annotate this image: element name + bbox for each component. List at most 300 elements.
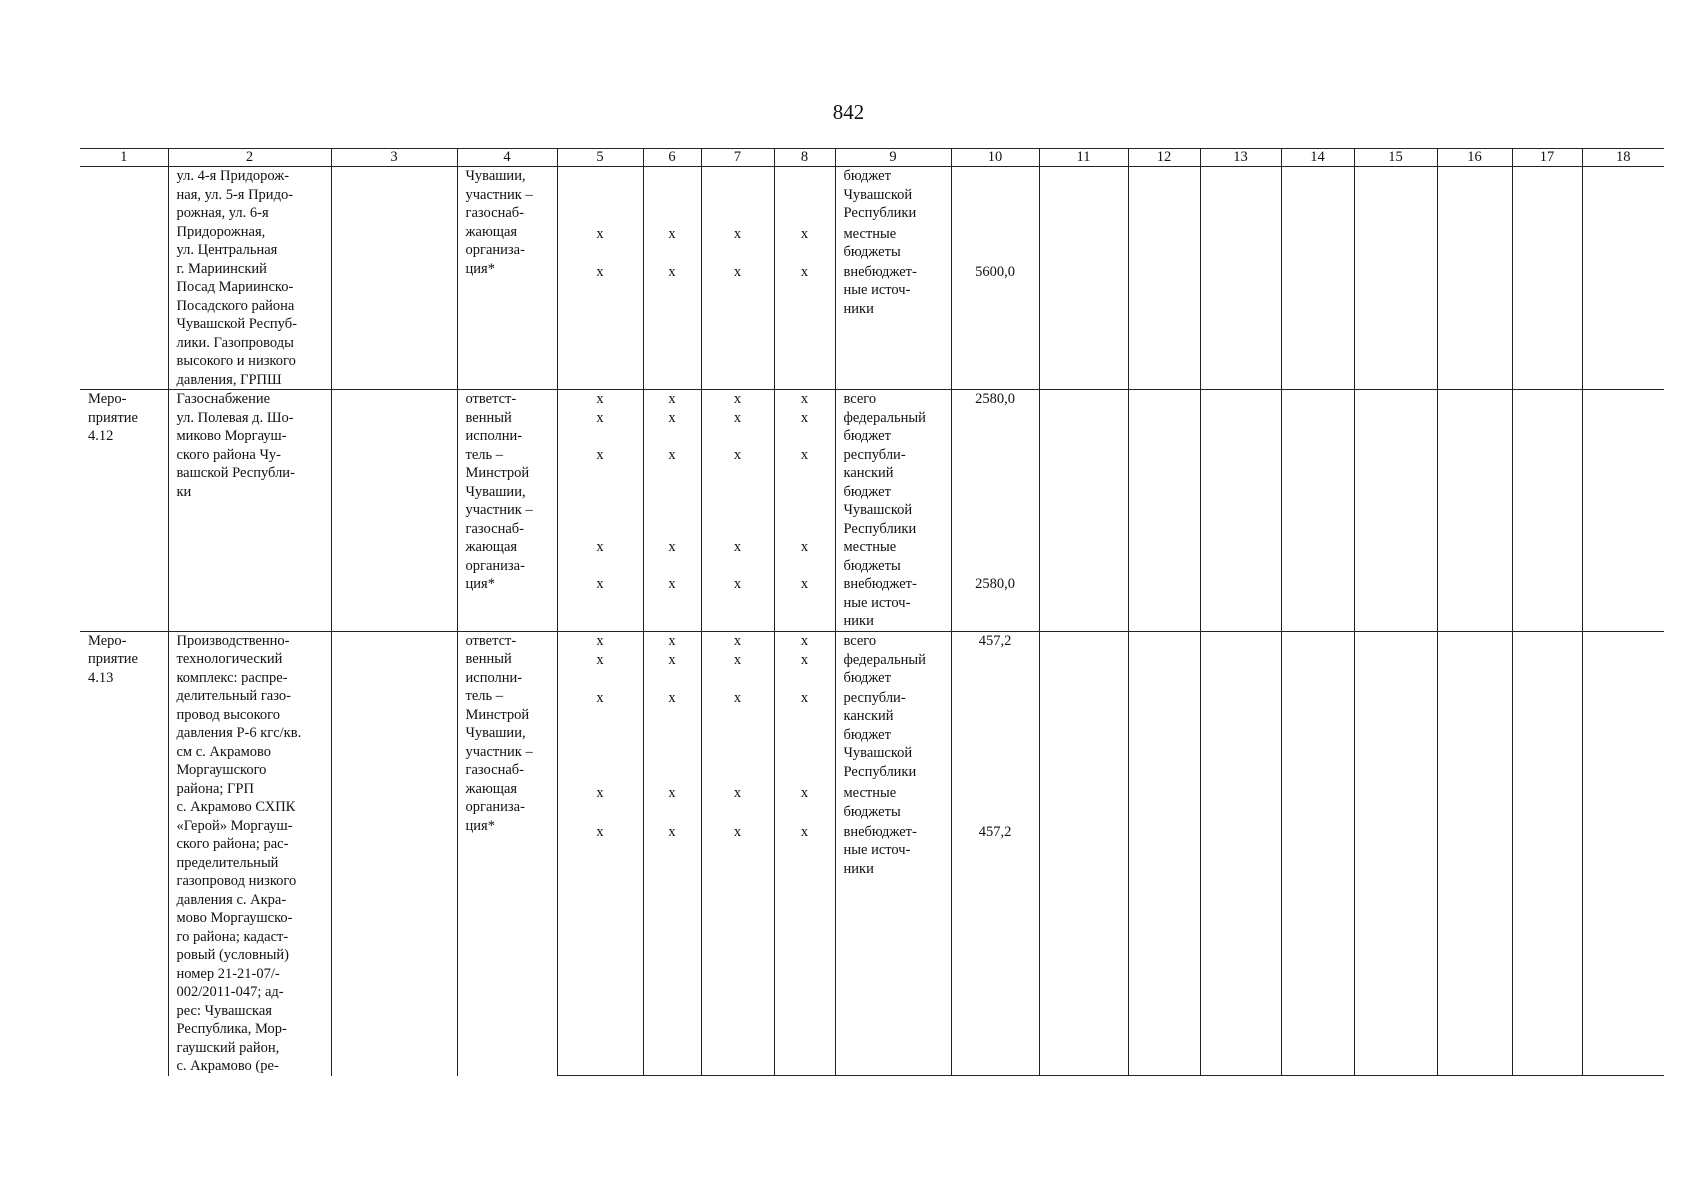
x-mark-cell: х xyxy=(701,263,774,390)
measure-name-line: высокого и низкого xyxy=(176,353,296,369)
funding-source-line: внебюджет- xyxy=(843,576,917,592)
funding-source-line: местные xyxy=(843,539,897,555)
col3-cell xyxy=(331,631,457,1076)
empty-year-cell xyxy=(1128,538,1200,575)
empty-year-cell xyxy=(1582,575,1664,631)
funding-source-line: федеральный xyxy=(843,651,926,668)
column-header-2: 2 xyxy=(168,149,331,167)
empty-year-cell xyxy=(1354,446,1437,539)
empty-year-cell xyxy=(1354,823,1437,1076)
funding-source-cell xyxy=(835,409,951,446)
empty-year-cell xyxy=(1039,784,1128,822)
executor-line: ция* xyxy=(465,817,495,834)
measure-name-line: района; ГРП xyxy=(176,780,254,797)
measure-name-line: г. Мариинский xyxy=(176,260,267,277)
amount-cell: 457,2 xyxy=(951,823,1039,1076)
empty-year-cell xyxy=(1582,390,1664,409)
funding-source-line: бюджет xyxy=(843,670,891,687)
column-header-6: 6 xyxy=(643,149,701,167)
amount-cell: 2580,0 xyxy=(951,575,1039,631)
amount-cell: 2580,0 xyxy=(951,390,1039,409)
empty-year-cell xyxy=(1200,651,1281,689)
measure-name-line: вашской Республи- xyxy=(176,465,295,481)
empty-year-cell xyxy=(1512,631,1582,651)
table-row xyxy=(80,390,1664,409)
measure-name-line: рожная, ул. 6-я xyxy=(176,205,269,221)
x-mark-cell: х xyxy=(643,263,701,390)
x-mark-cell xyxy=(557,167,643,225)
empty-year-cell xyxy=(1039,446,1128,539)
empty-year-cell xyxy=(1200,823,1281,1076)
empty-year-cell xyxy=(1281,390,1354,409)
x-mark-cell: х xyxy=(557,538,643,575)
empty-year-cell xyxy=(1512,823,1582,1076)
x-mark-cell: х xyxy=(774,631,835,651)
measure-name-line: провод высокого xyxy=(176,706,281,723)
empty-year-cell xyxy=(1281,823,1354,1076)
empty-year-cell xyxy=(1582,446,1664,539)
x-mark-cell: х xyxy=(701,538,774,575)
empty-year-cell xyxy=(1128,631,1200,651)
empty-year-cell xyxy=(1128,263,1200,390)
empty-year-cell xyxy=(1437,631,1512,651)
measure-name-line: миково Моргауш- xyxy=(176,428,287,444)
empty-year-cell xyxy=(1039,390,1128,409)
executor-line: Минстрой xyxy=(465,706,530,723)
funding-source-line: ники xyxy=(843,613,874,629)
x-mark-cell: х xyxy=(557,784,643,822)
measure-name-line: комплекс: распре- xyxy=(176,669,288,686)
empty-year-cell xyxy=(1582,409,1664,446)
x-mark-cell: х xyxy=(557,823,643,1076)
empty-year-cell xyxy=(1437,225,1512,263)
x-mark-cell: х xyxy=(557,225,643,263)
x-mark-cell: х xyxy=(701,446,774,539)
funding-source-line: ники xyxy=(843,860,874,877)
measure-name-line: Моргаушского xyxy=(176,762,267,778)
empty-year-cell xyxy=(1354,225,1437,263)
column-header-7: 7 xyxy=(701,149,774,167)
measure-name-line: с. Акрамово СХПК xyxy=(176,799,296,815)
measure-name-line: пределительный xyxy=(176,854,279,871)
empty-year-cell xyxy=(1354,167,1437,225)
empty-year-cell xyxy=(1512,651,1582,689)
measure-name-line: ки xyxy=(176,483,192,500)
empty-year-cell xyxy=(1437,390,1512,409)
funding-source-line: ные источ- xyxy=(843,282,911,299)
measure-name-line: ул. 4-я Придорож- xyxy=(176,168,290,184)
empty-year-cell xyxy=(1039,631,1128,651)
x-mark-cell: х xyxy=(701,823,774,1076)
x-mark-cell: х xyxy=(643,575,701,631)
empty-year-cell xyxy=(1039,575,1128,631)
empty-year-cell xyxy=(1582,689,1664,785)
x-mark-cell: х xyxy=(557,390,643,409)
empty-year-cell xyxy=(1437,689,1512,785)
measure-name-line: номер 21-21-07/- xyxy=(176,965,280,982)
empty-year-cell xyxy=(1437,651,1512,689)
funding-source-cell xyxy=(835,689,951,785)
column-header-14: 14 xyxy=(1281,149,1354,167)
measure-label-line: 4.13 xyxy=(88,669,114,686)
x-mark-cell: х xyxy=(557,263,643,390)
empty-year-cell xyxy=(1582,631,1664,651)
measure-name-line: Газоснабжение xyxy=(176,391,271,407)
x-mark-cell: х xyxy=(557,446,643,539)
executor-line: участник – xyxy=(465,502,533,518)
x-mark-cell: х xyxy=(774,538,835,575)
empty-year-cell xyxy=(1512,689,1582,785)
funding-source-cell xyxy=(835,651,951,689)
empty-year-cell xyxy=(1200,784,1281,822)
measure-name-line: 002/2011-047; ад- xyxy=(176,984,284,1000)
x-mark-cell: х xyxy=(701,689,774,785)
column-header-4: 4 xyxy=(457,149,557,167)
funding-source-line: ники xyxy=(843,300,874,317)
measure-name-line: ского района Чу- xyxy=(176,446,281,463)
x-mark-cell: х xyxy=(643,823,701,1076)
empty-year-cell xyxy=(1354,651,1437,689)
funding-source-line: бюджеты xyxy=(843,557,901,574)
measure-name-line: делительный газо- xyxy=(176,688,291,704)
funding-source-line: местные xyxy=(843,225,897,242)
measure-name-line: ная, ул. 5-я Придо- xyxy=(176,186,294,203)
table-body xyxy=(80,167,1664,1076)
executor-line: венный xyxy=(465,409,512,426)
x-mark-cell: х xyxy=(557,575,643,631)
column-header-5: 5 xyxy=(557,149,643,167)
x-mark-cell: х xyxy=(643,631,701,651)
empty-year-cell xyxy=(1582,784,1664,822)
empty-year-cell xyxy=(1200,575,1281,631)
empty-year-cell xyxy=(1200,631,1281,651)
empty-year-cell xyxy=(1354,538,1437,575)
empty-year-cell xyxy=(1128,225,1200,263)
empty-year-cell xyxy=(1281,784,1354,822)
column-header-1: 1 xyxy=(80,149,168,167)
x-mark-cell: х xyxy=(774,575,835,631)
empty-year-cell xyxy=(1281,538,1354,575)
empty-year-cell xyxy=(1200,390,1281,409)
funding-source-line: Республики xyxy=(843,520,917,537)
x-mark-cell: х xyxy=(774,390,835,409)
page-number: 842 xyxy=(832,100,865,124)
measure-name-line: ровый (условный) xyxy=(176,947,289,963)
executor-line: организа- xyxy=(465,557,525,574)
amount-cell xyxy=(951,651,1039,689)
measure-name-line: давления с. Акра- xyxy=(176,891,287,908)
executor-line: газоснаб- xyxy=(465,205,524,221)
measure-name-line: газопровод низкого xyxy=(176,873,297,889)
funding-source-line: бюджет xyxy=(843,726,891,743)
empty-year-cell xyxy=(1039,538,1128,575)
empty-year-cell xyxy=(1437,167,1512,225)
amount-cell xyxy=(951,689,1039,785)
measure-name-line: гаушский район, xyxy=(176,1039,280,1056)
measure-name-line: Республика, Мор- xyxy=(176,1021,287,1037)
column-header-12: 12 xyxy=(1128,149,1200,167)
funding-source-line: бюджет xyxy=(843,428,891,444)
executor-line: венный xyxy=(465,651,512,667)
measure-name-line: ул. Полевая д. Шо- xyxy=(176,409,294,426)
column-header-3: 3 xyxy=(331,149,457,167)
empty-year-cell xyxy=(1281,263,1354,390)
funding-source-cell xyxy=(835,575,951,631)
empty-year-cell xyxy=(1437,784,1512,822)
empty-year-cell xyxy=(1281,631,1354,651)
col3-cell xyxy=(331,390,457,632)
amount-cell: 5600,0 xyxy=(951,263,1039,390)
empty-year-cell xyxy=(1512,263,1582,390)
funding-source-line: местные xyxy=(843,785,897,802)
program-table xyxy=(80,148,1664,1076)
x-mark-cell: х xyxy=(643,651,701,689)
amount-cell xyxy=(951,538,1039,575)
measure-name-line: с. Акрамово (ре- xyxy=(176,1058,279,1074)
funding-source-line: Республики xyxy=(843,205,917,221)
measure-name-line: давления, ГРПШ xyxy=(176,371,282,388)
empty-year-cell xyxy=(1200,538,1281,575)
empty-year-cell xyxy=(1437,823,1512,1076)
executor-line: Минстрой xyxy=(465,465,530,481)
measure-name-line: рес: Чувашская xyxy=(176,1002,272,1019)
empty-year-cell xyxy=(1039,167,1128,225)
x-mark-cell: х xyxy=(643,784,701,822)
funding-source-cell xyxy=(835,631,951,651)
empty-year-cell xyxy=(1582,538,1664,575)
funding-source-line: всего xyxy=(843,391,877,407)
executor-cell xyxy=(457,390,557,632)
executor-line: ответст- xyxy=(465,391,517,407)
empty-year-cell xyxy=(1128,784,1200,822)
column-header-17: 17 xyxy=(1512,149,1582,167)
measure-name-line: го района; кадаст- xyxy=(176,928,289,945)
column-number-row xyxy=(80,149,1664,167)
funding-source-line: бюджеты xyxy=(843,244,901,261)
x-mark-cell: х xyxy=(774,446,835,539)
x-mark-cell: х xyxy=(774,225,835,263)
x-mark-cell: х xyxy=(774,263,835,390)
measure-name-line: Посад Мариинско- xyxy=(176,279,294,295)
executor-line: ция* xyxy=(465,576,495,592)
x-mark-cell xyxy=(643,167,701,225)
executor-line: организа- xyxy=(465,242,525,258)
measure-label-cell xyxy=(80,390,168,632)
x-mark-cell: х xyxy=(643,446,701,539)
empty-year-cell xyxy=(1039,823,1128,1076)
x-mark-cell: х xyxy=(643,538,701,575)
empty-year-cell xyxy=(1582,167,1664,225)
empty-year-cell xyxy=(1200,225,1281,263)
empty-year-cell xyxy=(1128,446,1200,539)
empty-year-cell xyxy=(1354,784,1437,822)
measure-label-line: приятие xyxy=(88,409,138,426)
x-mark-cell: х xyxy=(701,631,774,651)
empty-year-cell xyxy=(1354,409,1437,446)
empty-year-cell xyxy=(1039,689,1128,785)
empty-year-cell xyxy=(1512,409,1582,446)
measure-label-line: Меро- xyxy=(88,391,127,407)
empty-year-cell xyxy=(1128,823,1200,1076)
funding-source-cell xyxy=(835,225,951,263)
column-header-8: 8 xyxy=(774,149,835,167)
executor-line: Чувашии, xyxy=(465,725,526,741)
measure-name-line: технологический xyxy=(176,651,283,667)
column-header-15: 15 xyxy=(1354,149,1437,167)
funding-source-line: канский xyxy=(843,708,894,725)
measure-label-line: приятие xyxy=(88,651,138,667)
executor-line: Чувашии, xyxy=(465,168,526,184)
x-mark-cell: х xyxy=(557,651,643,689)
x-mark-cell xyxy=(701,167,774,225)
measure-name-line: Производственно- xyxy=(176,632,290,649)
executor-line: Чувашии, xyxy=(465,483,526,500)
x-mark-cell: х xyxy=(774,409,835,446)
empty-year-cell xyxy=(1128,409,1200,446)
empty-year-cell xyxy=(1512,446,1582,539)
empty-year-cell xyxy=(1437,263,1512,390)
funding-source-line: всего xyxy=(843,632,877,649)
x-mark-cell: х xyxy=(643,390,701,409)
measure-name-line: см с. Акрамово xyxy=(176,743,272,760)
empty-year-cell xyxy=(1512,167,1582,225)
empty-year-cell xyxy=(1582,263,1664,390)
x-mark-cell: х xyxy=(774,823,835,1076)
funding-source-line: внебюджет- xyxy=(843,263,917,280)
table-row xyxy=(80,631,1664,651)
executor-line: исполни- xyxy=(465,428,523,444)
empty-year-cell xyxy=(1437,446,1512,539)
column-header-16: 16 xyxy=(1437,149,1512,167)
x-mark-cell: х xyxy=(774,651,835,689)
funding-source-line: ные источ- xyxy=(843,842,911,859)
empty-year-cell xyxy=(1039,651,1128,689)
amount-cell xyxy=(951,167,1039,225)
empty-year-cell xyxy=(1281,651,1354,689)
col3-cell xyxy=(331,167,457,390)
empty-year-cell xyxy=(1200,263,1281,390)
column-header-18: 18 xyxy=(1582,149,1664,167)
column-header-11: 11 xyxy=(1039,149,1128,167)
measure-name-line: Чувашской Респуб- xyxy=(176,316,297,332)
empty-year-cell xyxy=(1354,575,1437,631)
funding-source-cell xyxy=(835,823,951,1076)
x-mark-cell: х xyxy=(701,390,774,409)
measure-name-cell xyxy=(168,390,331,632)
funding-source-line: федеральный xyxy=(843,409,926,426)
measure-name-line: Придорожная, xyxy=(176,223,266,240)
measure-name-line: ского района; рас- xyxy=(176,836,289,852)
empty-year-cell xyxy=(1200,167,1281,225)
empty-year-cell xyxy=(1128,390,1200,409)
x-mark-cell: х xyxy=(557,409,643,446)
funding-source-cell xyxy=(835,167,951,225)
funding-source-line: внебюджет- xyxy=(843,823,917,840)
x-mark-cell: х xyxy=(701,225,774,263)
x-mark-cell: х xyxy=(774,784,835,822)
x-mark-cell: х xyxy=(701,651,774,689)
empty-year-cell xyxy=(1128,575,1200,631)
measure-name-line: давления Р-6 кгс/кв. xyxy=(176,725,302,741)
empty-year-cell xyxy=(1200,409,1281,446)
x-mark-cell: х xyxy=(643,225,701,263)
empty-year-cell xyxy=(1582,651,1664,689)
funding-source-line: ные источ- xyxy=(843,594,911,611)
empty-year-cell xyxy=(1582,823,1664,1076)
executor-line: тель – xyxy=(465,688,503,704)
funding-source-cell xyxy=(835,263,951,390)
measure-label-line: 4.12 xyxy=(88,428,114,444)
empty-year-cell xyxy=(1512,784,1582,822)
funding-source-line: Чувашской xyxy=(843,745,913,762)
empty-year-cell xyxy=(1512,390,1582,409)
empty-year-cell xyxy=(1512,575,1582,631)
empty-year-cell xyxy=(1039,409,1128,446)
empty-year-cell xyxy=(1281,446,1354,539)
measure-label-cell xyxy=(80,167,168,390)
executor-line: газоснаб- xyxy=(465,520,524,537)
measure-name-line: мово Моргаушско- xyxy=(176,910,293,926)
executor-line: жающая xyxy=(465,223,518,240)
funding-source-line: бюджеты xyxy=(843,803,901,820)
empty-year-cell xyxy=(1200,446,1281,539)
measure-name-line: «Герой» Моргауш- xyxy=(176,817,293,834)
column-header-13: 13 xyxy=(1200,149,1281,167)
empty-year-cell xyxy=(1281,689,1354,785)
amount-cell xyxy=(951,225,1039,263)
empty-year-cell xyxy=(1128,689,1200,785)
x-mark-cell: х xyxy=(774,689,835,785)
x-mark-cell: х xyxy=(643,689,701,785)
funding-source-cell xyxy=(835,784,951,822)
empty-year-cell xyxy=(1512,538,1582,575)
amount-cell xyxy=(951,446,1039,539)
empty-year-cell xyxy=(1281,409,1354,446)
empty-year-cell xyxy=(1354,263,1437,390)
funding-source-line: бюджет xyxy=(843,168,891,184)
executor-line: исполни- xyxy=(465,669,523,686)
measure-label-cell xyxy=(80,631,168,1076)
table-row xyxy=(80,167,1664,225)
executor-line: тель – xyxy=(465,446,503,463)
executor-line: организа- xyxy=(465,799,525,815)
funding-source-cell xyxy=(835,390,951,409)
funding-source-cell xyxy=(835,446,951,539)
executor-line: газоснаб- xyxy=(465,762,524,778)
executor-cell xyxy=(457,167,557,390)
measure-name-line: ул. Центральная xyxy=(176,242,278,258)
funding-source-line: Чувашской xyxy=(843,502,913,518)
x-mark-cell: х xyxy=(701,784,774,822)
amount-cell xyxy=(951,784,1039,822)
x-mark-cell: х xyxy=(557,689,643,785)
empty-year-cell xyxy=(1128,167,1200,225)
x-mark-cell xyxy=(774,167,835,225)
measure-name-cell xyxy=(168,167,331,390)
executor-cell xyxy=(457,631,557,1076)
empty-year-cell xyxy=(1128,651,1200,689)
x-mark-cell: х xyxy=(557,631,643,651)
measure-name-line: Посадского района xyxy=(176,297,295,314)
funding-source-cell xyxy=(835,538,951,575)
empty-year-cell xyxy=(1437,538,1512,575)
amount-cell xyxy=(951,409,1039,446)
funding-source-line: Республики xyxy=(843,763,917,780)
executor-line: жающая xyxy=(465,539,518,555)
empty-year-cell xyxy=(1437,575,1512,631)
empty-year-cell xyxy=(1281,167,1354,225)
empty-year-cell xyxy=(1354,631,1437,651)
